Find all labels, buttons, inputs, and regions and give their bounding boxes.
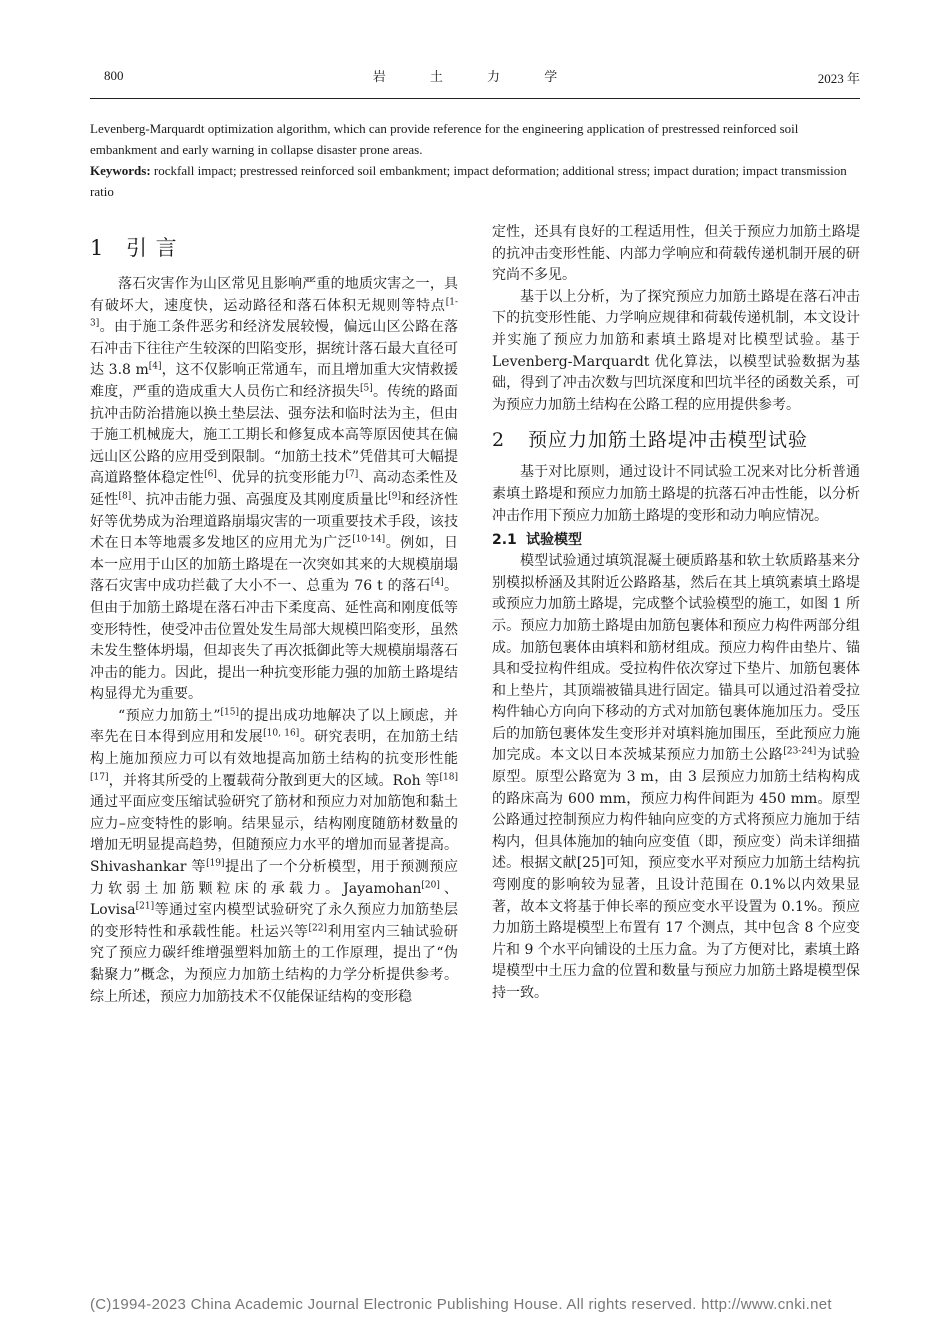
citation: [19] bbox=[206, 858, 225, 869]
citation: [21] bbox=[135, 901, 155, 912]
section-2-heading bbox=[492, 426, 860, 454]
citation: [4] bbox=[148, 361, 162, 372]
subsection-2-1-heading bbox=[492, 529, 860, 551]
section-2-number: 2 bbox=[492, 429, 506, 452]
citation: [20] bbox=[421, 879, 440, 890]
section-2-title: 预应力加筋土路堤冲击模型试验 bbox=[528, 429, 809, 452]
subsection-2-1-paragraph-1: 模型试验通过填筑混凝土硬质路基和软土软质路基来分别模拟桥涵及其附近公路路基，然后在其上填筑素填土路堤或预应力加筋土路堤，完成整个试验模型的施工，如图 1 所示。预应力加筋土路堤由加筋包裹体和预应力构件两部分组成。加筋包裹体由填料和筋材组成。预应力构件由垫片、锚具和受拉构件组成。受拉构件依次穿过下垫片、加筋包裹体和上垫片，其顶端被锚具进行固定。锚具可以通过沿着受拉构件轴心方向向下移动的方式对加筋包裹体施加压力。受压后的加筋包裹体发生变形并对填料施加围压，至此预应力施加完成。本文以日本茨城某预应力加筋土公路[23-24]为试验原型。原型公路宽为 3 m，由 3 层预应力加筋土结构构成的路床高为 600 mm，预应力构件间距为 450 mm。原型公路通过控制预应力构件轴向应变的方式将预应力施加于结构内，但具体施加的轴向应变值（即，预应变）尚未详细描述。根据文献[25]可知，预应变水平对预应力加筋土结构抗弯刚度的影响较为显著，且设计范围在 0.1%以内效果显著，故本文将基于伸长率的预应变水平设置为 0.1%。预应力加筋土路堤模型上布置有 17 个测点，其中包含 8 个应变片和 9 个水平向铺设的土压力盒。为了方便对比，素填土路堤模型中土压力盒的位置和数量与预应力加筋土路堤模型保持一致。 bbox=[492, 553, 861, 1001]
abstract-tail: Levenberg-Marquardt optimization algorithm, which can provide reference for the engineering application of prestressed reinforced soil embankment and early warning in collapse disaster prone areas. bbox=[90, 121, 799, 157]
journal-title: 岩 土 力 学 bbox=[372, 70, 578, 85]
section-1-number: 1 bbox=[90, 236, 105, 260]
english-abstract bbox=[90, 118, 862, 202]
section-1-title: 引 言 bbox=[126, 236, 178, 260]
citation: [9] bbox=[388, 491, 401, 502]
citation: [8] bbox=[118, 491, 132, 502]
citation: [18] bbox=[439, 772, 458, 782]
intro-paragraph-3: 基于以上分析，为了探究预应力加筋土路堤在落石冲击下的抗变形性能、力学响应规律和荷载传递机制，本文设计并实施了预应力加筋和素填土路堤对比模型试验。基于 Levenberg-Marquardt 优化算法，以模型试验数据为基础，得到了冲击次数与凹坑深度和凹坑半径的函数关系，可为预应力加筋土结构在公路工程的应用提供参考。 bbox=[492, 288, 860, 413]
citation: [22] bbox=[308, 923, 327, 934]
intro-paragraph-2-continued: 定性，还具有良好的工程适用性，但关于预应力加筋土路堤的抗冲击变形性能、内部力学响应和荷载传递机制开展的研究尚不多见。 bbox=[492, 224, 860, 284]
citation: [17] bbox=[90, 772, 109, 782]
citation: [6] bbox=[204, 469, 217, 480]
citation: [10, 16] bbox=[263, 728, 300, 739]
intro-paragraph-1: 落石灾害作为山区常见且影响严重的地质灾害之一，具有破坏大，速度快，运动路径和落石体积无规则等特点[1-3]。由于施工条件恶劣和经济发展较慢，偏远山区公路在落石冲击下往往产生较深的凹陷变形，据统计落石最大直径可达 3.8 m[4]，这不仅影响正常通车，而且增加重大灾情救援难度，严重的造成重大人员伤亡和经济损失[5]。传统的路面抗冲击防治措施以换土垫层法、强夯法和临时法为主，但由于施工机械庞大，施工工期长和修复成本高等原因使其在偏远山区公路的应用受到限制。“加筋土技术”凭借其可大幅提高道路整体稳定性[6]、优异的抗变形能力[7]、高动态柔性及延性[8]、抗冲击能力强、高强度及其刚度质量比[9]和经济性好等优势成为治理道路崩塌灾害的一项重要技术手段，该技术在日本等地震多发地区的应用尤为广泛[10-14]。例如，日本一应用于山区的加筋土路堤在一次突如其来的大规模崩塌落石灾害中成功拦截了大小不一、总重为 76 t 的落石[4]。但由于加筋土路堤在落石冲击下柔度高、延性高和刚度低等变形特性，使受冲击位置处发生局部大规模凹陷变形，虽然未发生整体坍塌，但却丧失了再次抵御此等大规模崩塌落石冲击的能力。因此，提出一种抗变形能力强的加筋土路堤结构显得尤为重要。 bbox=[90, 276, 459, 703]
citation: [23-24] bbox=[783, 746, 817, 757]
keywords-label: Keywords: bbox=[90, 163, 151, 178]
citation: [5] bbox=[360, 383, 373, 394]
keywords-text: rockfall impact; prestressed reinforced soil embankment; impact deformation; additional stress; impact duration; impact transmission ratio bbox=[90, 163, 847, 199]
section-2-paragraph-1: 基于对比原则，通过设计不同试验工况来对比分析普通素填土路堤和预应力加筋土路堤的抗落石冲击性能，以分析冲击作用下预应力加筋土路堤的变形和动力响应情况。 bbox=[492, 464, 860, 524]
right-column bbox=[492, 222, 860, 1005]
page-number: 800 bbox=[104, 68, 124, 83]
citation: [7] bbox=[345, 469, 359, 480]
publication-year: 2023 年 bbox=[817, 71, 860, 86]
left-column bbox=[90, 222, 458, 1008]
subsection-2-1-title: 试验模型 bbox=[526, 532, 582, 549]
citation: [10-14] bbox=[352, 534, 386, 545]
copyright-footer: (C)1994-2023 China Academic Journal Electronic Publishing House. All rights reserved. http://www.cnki.net bbox=[90, 1296, 832, 1313]
intro-paragraph-2: “预应力加筋土”[15]的提出成功地解决了以上顾虑，并率先在日本得到应用和发展[10, 16]。研究表明，在加筋土结构上施加预应力可以有效地提高加筋土结构的抗变形性能[17]，并将其所受的上覆载荷分散到更大的区域。Roh 等[18]通过平面应变压缩试验研究了筋材和预应力对加筋饱和黏土应力–应变特性的影响。结果显示，结构刚度随筋材数量的增加无明显提高趋势，但随预应力水平的增加而显著提高。Shivashankar 等[19]提出了一个分析模型，用于预测预应力软弱土加筋颗粒床的承载力。Jayamohan[20]、Lovisa[21]等通过室内模型试验研究了永久预应力加筋垫层的变形特性和承载性能。杜运兴等[22]利用室内三轴试验研究了预应力碳纤维增强塑料加筋土的工作原理，提出了“伪黏聚力”概念，为预应力加筋土结构的力学分析提供参考。综上所述，预应力加筋技术不仅能保证结构的变形稳 bbox=[90, 707, 459, 1005]
citation: [15] bbox=[220, 707, 239, 718]
header-rule bbox=[90, 98, 860, 99]
running-header bbox=[90, 66, 860, 88]
citation: [1-3] bbox=[90, 296, 458, 329]
citation: [4] bbox=[430, 577, 444, 588]
section-1-heading bbox=[90, 234, 458, 262]
keywords-line bbox=[90, 160, 862, 202]
subsection-2-1-number: 2.1 bbox=[492, 532, 517, 549]
